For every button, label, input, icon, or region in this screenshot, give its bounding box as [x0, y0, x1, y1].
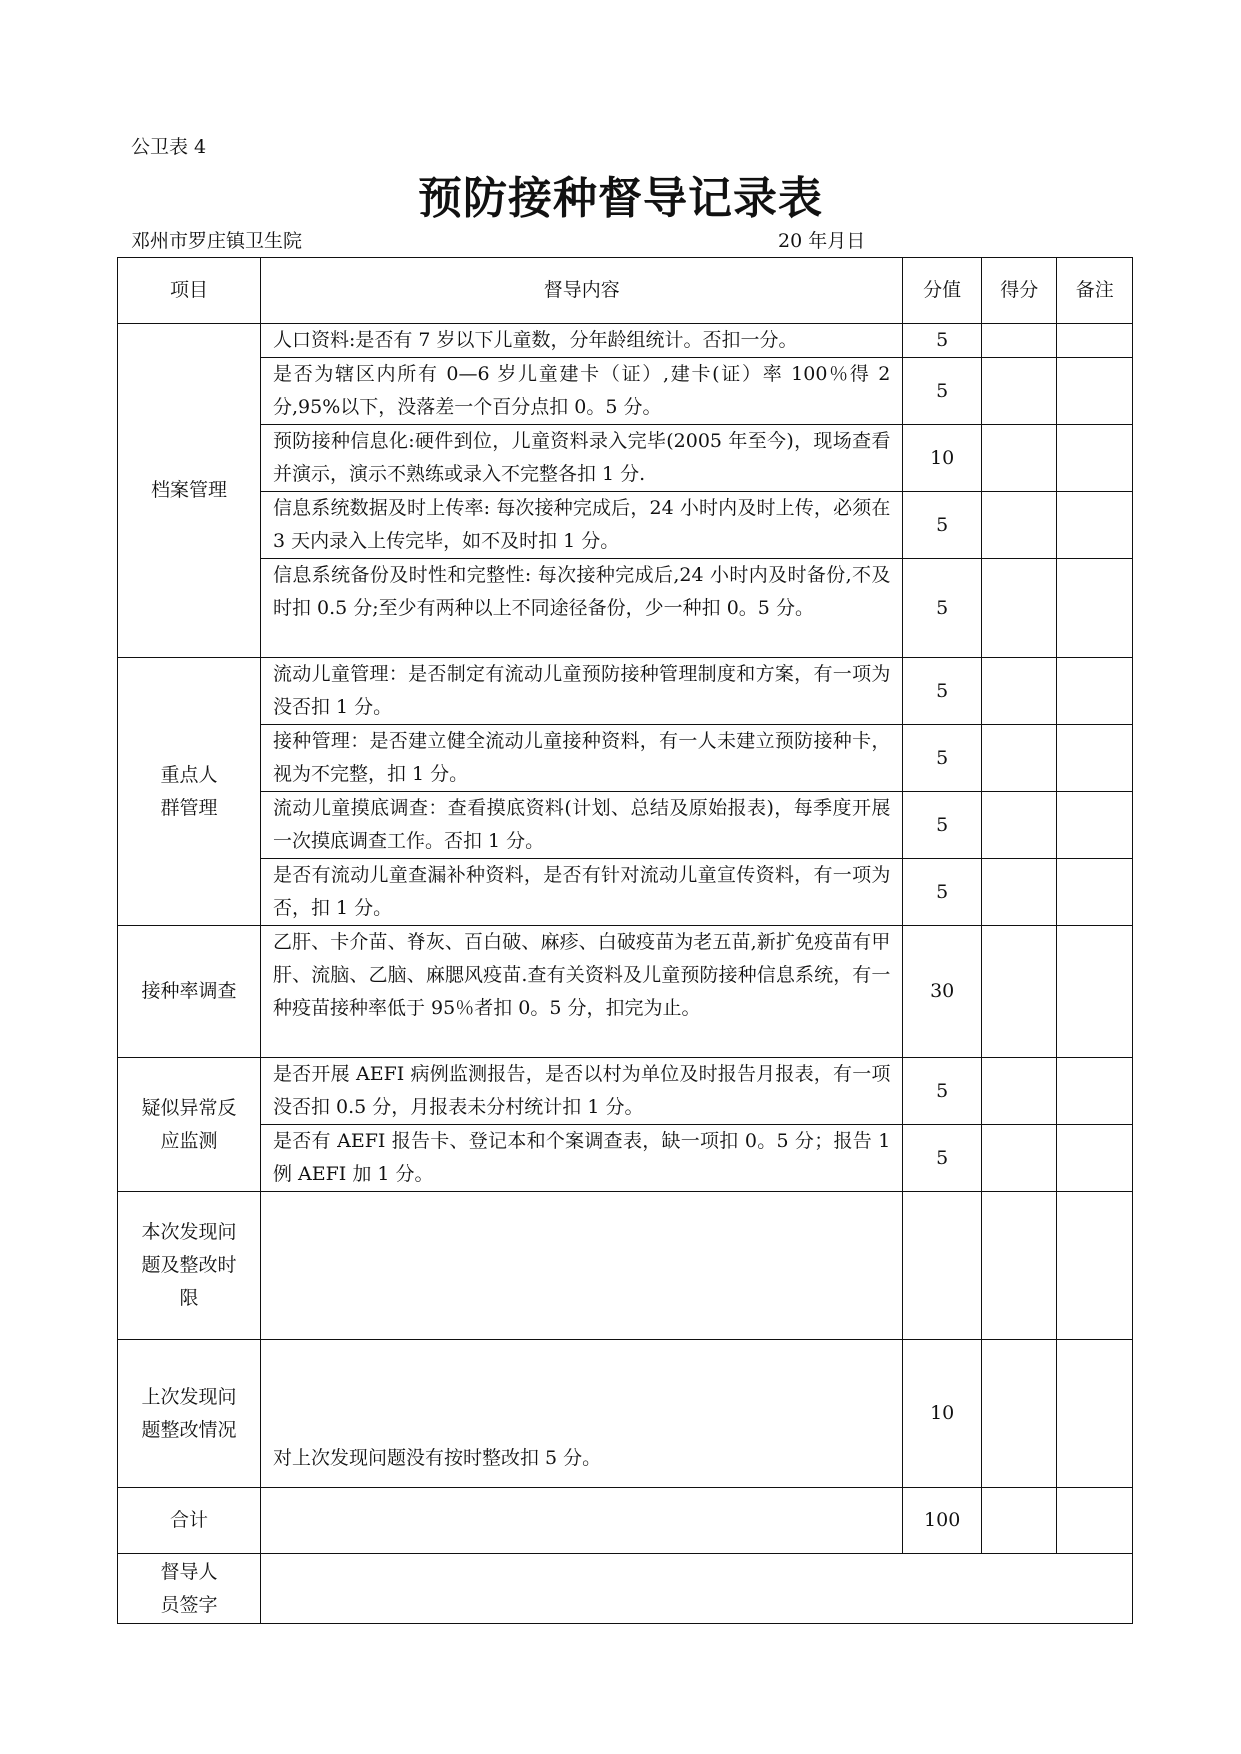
current-issues-cell[interactable]	[260, 1192, 902, 1340]
category-archive: 档案管理	[118, 324, 261, 658]
signature-row	[118, 1554, 1133, 1624]
page-title: 预防接种督导记录表	[418, 173, 823, 224]
obtained-cell[interactable]	[981, 1192, 1057, 1340]
obtained-cell[interactable]	[981, 559, 1057, 658]
col-header-content: 督导内容	[260, 258, 902, 324]
total-remarks-cell[interactable]	[1057, 1488, 1133, 1554]
content-cell: 流动儿童摸底调查：查看摸底资料(计划、总结及原始报表)，每季度开展一次摸底调查工作。否扣 1 分。	[260, 792, 902, 859]
remarks-cell[interactable]	[1057, 492, 1133, 559]
score-cell: 5	[903, 559, 982, 658]
table-row	[118, 1058, 1133, 1125]
table-row	[118, 559, 1133, 658]
obtained-cell[interactable]	[981, 1125, 1057, 1192]
obtained-cell[interactable]	[981, 425, 1057, 492]
content-cell: 乙肝、卡介苗、脊灰、百白破、麻疹、白破疫苗为老五苗,新扩免疫苗有甲肝、流脑、乙脑、麻腮风疫苗.查有关资料及儿童预防接种信息系统，有一种疫苗接种率低于 95％者扣 0。5 分，扣完为止。	[260, 926, 902, 1058]
table-row	[118, 1192, 1133, 1340]
category-aefi: 疑似异常反 应监测	[118, 1058, 261, 1192]
obtained-cell[interactable]	[981, 492, 1057, 559]
category-signature: 督导人 员签字	[118, 1554, 261, 1624]
content-cell: 对上次发现问题没有按时整改扣 5 分。	[260, 1340, 902, 1488]
score-cell: 5	[903, 792, 982, 859]
remarks-cell[interactable]	[1057, 725, 1133, 792]
table-row	[118, 859, 1133, 926]
col-header-score: 分值	[903, 258, 982, 324]
total-content-cell	[260, 1488, 902, 1554]
score-cell: 10	[903, 1340, 982, 1488]
score-cell	[903, 1192, 982, 1340]
score-cell: 5	[903, 859, 982, 926]
score-cell: 5	[903, 1125, 982, 1192]
remarks-cell[interactable]	[1057, 1192, 1133, 1340]
obtained-cell[interactable]	[981, 926, 1057, 1058]
content-cell: 是否开展 AEFI 病例监测报告，是否以村为单位及时报告月报表，有一项没否扣 0.5 分，月报表未分村统计扣 1 分。	[260, 1058, 902, 1125]
table-row	[118, 926, 1133, 1058]
score-cell: 5	[903, 725, 982, 792]
obtained-cell[interactable]	[981, 324, 1057, 358]
obtained-cell[interactable]	[981, 792, 1057, 859]
remarks-cell[interactable]	[1057, 1340, 1133, 1488]
obtained-cell[interactable]	[981, 658, 1057, 725]
remarks-cell[interactable]	[1057, 559, 1133, 658]
category-coverage: 接种率调查	[118, 926, 261, 1058]
content-cell: 人口资料:是否有 7 岁以下儿童数，分年龄组统计。否扣一分。	[260, 324, 902, 358]
organization-name: 邓州市罗庄镇卫生院	[131, 230, 303, 252]
category-key-groups: 重点人 群管理	[118, 658, 261, 926]
remarks-cell[interactable]	[1057, 1125, 1133, 1192]
content-cell: 是否有流动儿童查漏补种资料，是否有针对流动儿童宣传资料，有一项为否，扣 1 分。	[260, 859, 902, 926]
category-total: 合计	[118, 1488, 261, 1554]
total-row	[118, 1488, 1133, 1554]
category-current-issues: 本次发现问 题及整改时 限	[118, 1192, 261, 1340]
table-row	[118, 324, 1133, 358]
col-header-item: 项目	[118, 258, 261, 324]
date-line: 20 年月日	[778, 230, 866, 252]
remarks-cell[interactable]	[1057, 792, 1133, 859]
content-cell: 是否有 AEFI 报告卡、登记本和个案调查表，缺一项扣 0。5 分；报告 1 例 AEFI 加 1 分。	[260, 1125, 902, 1192]
content-cell: 信息系统备份及时性和完整性: 每次接种完成后,24 小时内及时备份,不及时扣 0.5 分;至少有两种以上不同途径备份，少一种扣 0。5 分。	[260, 559, 902, 658]
remarks-cell[interactable]	[1057, 425, 1133, 492]
remarks-cell[interactable]	[1057, 324, 1133, 358]
score-cell: 5	[903, 658, 982, 725]
score-cell: 5	[903, 1058, 982, 1125]
remarks-cell[interactable]	[1057, 926, 1133, 1058]
total-score-cell: 100	[903, 1488, 982, 1554]
table-row	[118, 792, 1133, 859]
obtained-cell[interactable]	[981, 1340, 1057, 1488]
score-cell: 30	[903, 926, 982, 1058]
obtained-cell[interactable]	[981, 1058, 1057, 1125]
form-number: 公卫表 4	[131, 136, 207, 158]
content-cell: 预防接种信息化:硬件到位，儿童资料录入完毕(2005 年至今)，现场查看并演示，演示不熟练或录入不完整各扣 1 分.	[260, 425, 902, 492]
table-row	[118, 725, 1133, 792]
table-row	[118, 658, 1133, 725]
score-cell: 5	[903, 324, 982, 358]
col-header-remarks: 备注	[1057, 258, 1133, 324]
content-cell: 接种管理：是否建立健全流动儿童接种资料，有一人未建立预防接种卡，视为不完整，扣 1 分。	[260, 725, 902, 792]
content-cell: 是否为辖区内所有 0—6 岁儿童建卡（证）,建卡(证）率 100％得 2 分,95%以下，没落差一个百分点扣 0。5 分。	[260, 358, 902, 425]
score-cell: 5	[903, 492, 982, 559]
table-row	[118, 425, 1133, 492]
table-header-row	[118, 258, 1133, 324]
table-row	[118, 1125, 1133, 1192]
table-row	[118, 1340, 1133, 1488]
content-cell: 信息系统数据及时上传率: 每次接种完成后，24 小时内及时上传，必须在 3 天内录入上传完毕，如不及时扣 1 分。	[260, 492, 902, 559]
total-obtained-cell[interactable]	[981, 1488, 1057, 1554]
score-cell: 10	[903, 425, 982, 492]
obtained-cell[interactable]	[981, 358, 1057, 425]
col-header-obtained: 得分	[981, 258, 1057, 324]
remarks-cell[interactable]	[1057, 658, 1133, 725]
content-cell: 流动儿童管理：是否制定有流动儿童预防接种管理制度和方案，有一项为没否扣 1 分。	[260, 658, 902, 725]
score-cell: 5	[903, 358, 982, 425]
supervision-table	[117, 257, 1133, 1624]
obtained-cell[interactable]	[981, 725, 1057, 792]
remarks-cell[interactable]	[1057, 1058, 1133, 1125]
signature-field[interactable]	[260, 1554, 1132, 1624]
obtained-cell[interactable]	[981, 859, 1057, 926]
table-row	[118, 492, 1133, 559]
table-row	[118, 358, 1133, 425]
remarks-cell[interactable]	[1057, 358, 1133, 425]
remarks-cell[interactable]	[1057, 859, 1133, 926]
category-previous-issues: 上次发现问 题整改情况	[118, 1340, 261, 1488]
